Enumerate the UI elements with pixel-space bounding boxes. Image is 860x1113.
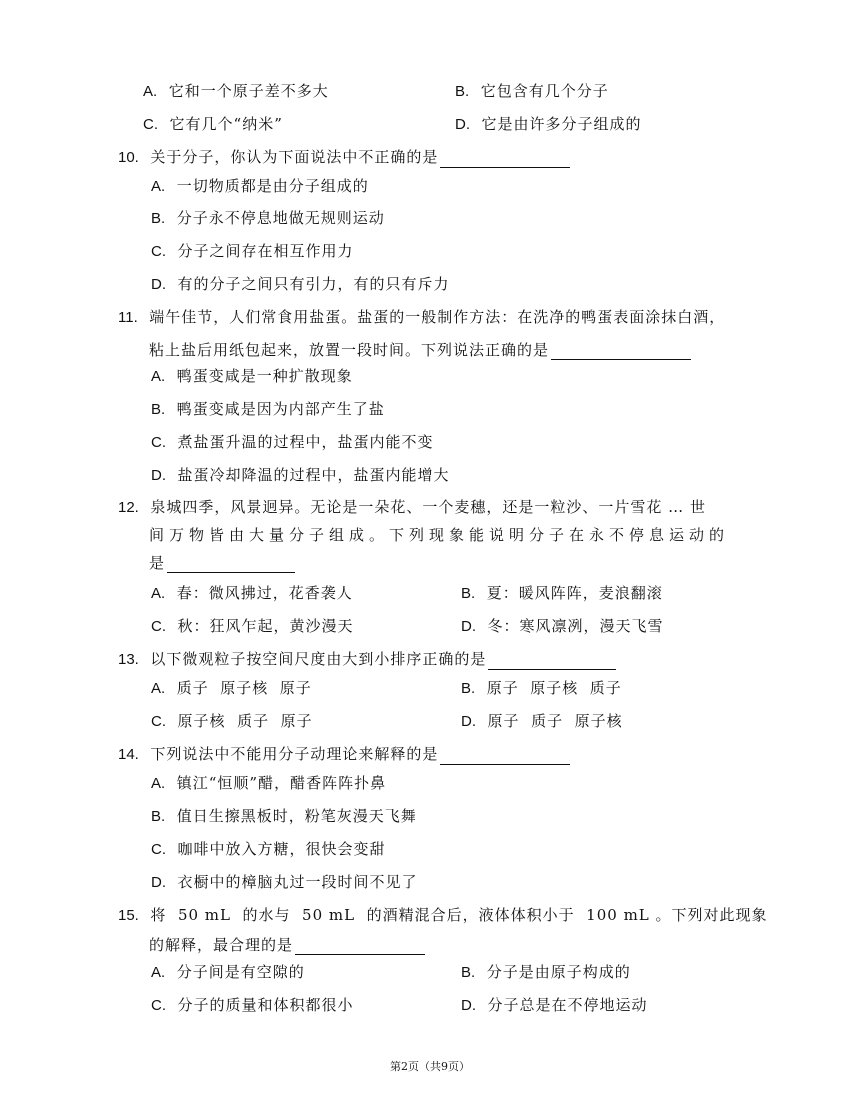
q10-option-a: A. 一切物质都是由分子组成的 [151, 177, 369, 195]
q15-stem-line2: 的解释，最合理的是 [149, 935, 425, 955]
q13-option-d: D. 原子 质子 原子核 [461, 712, 623, 730]
q9-option-d: D. 它是由许多分子组成的 [455, 115, 642, 133]
answer-blank[interactable] [440, 748, 570, 765]
q14-stem: 14. 下列说法中不能用分子动理论来解释的是 [118, 744, 570, 765]
q14-option-a: A. 镇江“恒顺”醋，醋香阵阵扑鼻 [151, 774, 387, 792]
q14-option-b: B. 值日生擦黑板时，粉笔灰漫天飞舞 [151, 807, 417, 825]
q13-option-c: C. 原子核 质子 原子 [151, 712, 313, 730]
q10-stem: 10. 关于分子，你认为下面说法中不正确的是 [118, 147, 570, 168]
answer-blank[interactable] [295, 938, 425, 955]
q15-option-a: A. 分子间是有空隙的 [151, 963, 305, 981]
q15-stem-line1: 15. 将 50 mL 的水与 50 mL 的酒精混合后，液体体积小于 100 mL 。下列对此现象 [118, 906, 768, 924]
q10-option-b: B. 分子永不停息地做无规则运动 [151, 209, 385, 227]
q12-stem-line3: 是 [149, 553, 295, 573]
q13-option-a: A. 质子 原子核 原子 [151, 679, 312, 697]
q11-option-a: A. 鸭蛋变咸是一种扩散现象 [151, 367, 353, 385]
q13-option-b: B. 原子 原子核 质子 [461, 679, 622, 697]
page-footer: 第2页（共9页） [390, 1060, 470, 1073]
q15-option-b: B. 分子是由原子构成的 [461, 963, 631, 981]
q14-option-c: C. 咖啡中放入方糖，很快会变甜 [151, 840, 386, 858]
q12-stem-line2: 间万物皆由大量分子组成。下列现象能说明分子在永不停息运动的 [149, 526, 730, 544]
answer-blank[interactable] [167, 556, 295, 573]
q12-option-d: D. 冬：寒风凛冽，漫天飞雪 [461, 617, 664, 635]
q15-option-d: D. 分子总是在不停地运动 [461, 996, 648, 1014]
q11-option-b: B. 鸭蛋变咸是因为内部产生了盐 [151, 400, 385, 418]
answer-blank[interactable] [488, 653, 616, 670]
q11-stem-line1: 11. 端午佳节，人们常食用盐蛋。盐蛋的一般制作方法：在洗净的鸭蛋表面涂抹白酒， [118, 308, 726, 326]
q12-option-c: C. 秋：狂风乍起，黄沙漫天 [151, 617, 354, 635]
q12-option-a: A. 春：微风拂过，花香袭人 [151, 584, 353, 602]
q15-option-c: C. 分子的质量和体积都很小 [151, 996, 354, 1014]
q11-option-c: C. 煮盐蛋升温的过程中，盐蛋内能不变 [151, 433, 434, 451]
q13-stem: 13. 以下微观粒子按空间尺度由大到小排序正确的是 [118, 649, 616, 670]
q10-option-d: D. 有的分子之间只有引力，有的只有斥力 [151, 275, 450, 293]
q9-option-b: B. 它包含有几个分子 [455, 82, 609, 100]
q12-option-b: B. 夏：暖风阵阵，麦浪翻滚 [461, 584, 663, 602]
q11-stem-line2: 粘上盐后用纸包起来，放置一段时间。下列说法正确的是 [149, 340, 691, 360]
q14-option-d: D. 衣橱中的樟脑丸过一段时间不见了 [151, 873, 418, 891]
q10-option-c: C. 分子之间存在相互作用力 [151, 242, 354, 260]
answer-blank[interactable] [551, 343, 691, 360]
q11-option-d: D. 盐蛋冷却降温的过程中，盐蛋内能增大 [151, 466, 450, 484]
q9-option-a: A. 它和一个原子差不多大 [143, 82, 329, 100]
q9-option-c: C. 它有几个“纳米” [143, 115, 283, 133]
q12-stem-line1: 12. 泉城四季，风景迥异。无论是一朵花、一个麦穗，还是一粒沙、一片雪花 … 世 [118, 498, 706, 516]
answer-blank[interactable] [440, 151, 570, 168]
